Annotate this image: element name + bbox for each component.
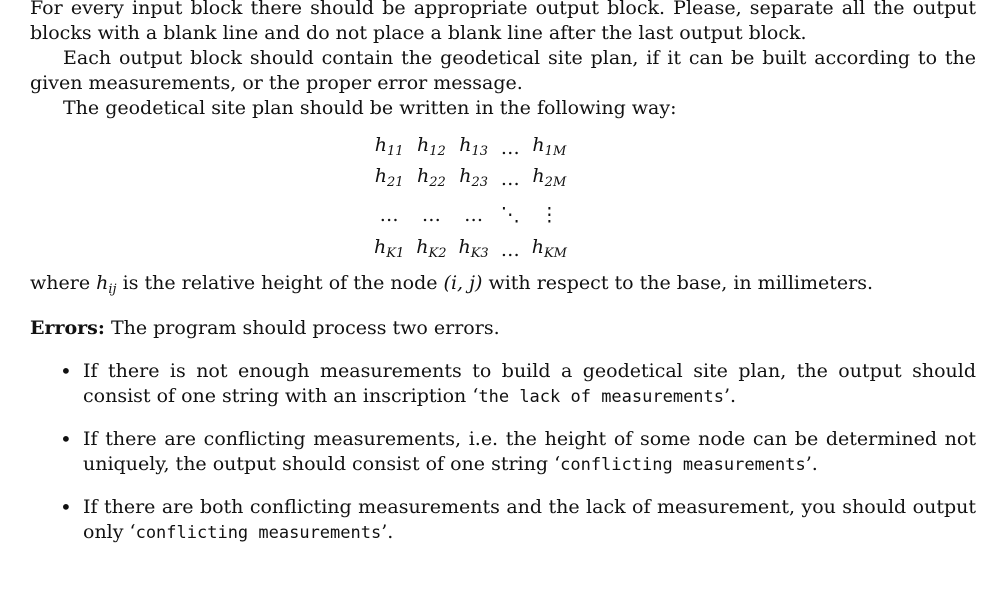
matrix-cell-ellipsis: …: [464, 203, 484, 226]
code-text: conflicting measurements: [135, 523, 382, 543]
matrix-row-dots: [368, 195, 573, 235]
error-item-lack: • If there is not enough measurements to build a geodetical site plan, the output should consist of one string with an inscription ‘the lack of measurements’.: [30, 359, 976, 410]
matrix-cell-ellipsis: …: [421, 203, 441, 226]
matrix-cell-vertical-dots: ⋮: [539, 203, 559, 226]
where-definition-line: where $h_{ij}$ is the relative height of the node (i, j) with respect to the base, in millimeters.: [30, 272, 874, 297]
matrix-cell: $h_{K2}$: [416, 236, 447, 261]
matrix-table: [368, 133, 573, 266]
matrix-cell: $h_{13}$: [459, 134, 488, 159]
matrix-cell-ellipsis: …: [500, 239, 520, 261]
matrix-cell-ellipsis: …: [500, 168, 520, 190]
errors-list: [30, 359, 976, 546]
matrix-cell: $h_{12}$: [416, 134, 446, 159]
matrix-cell-ellipsis: …: [379, 203, 399, 226]
code-text: conflicting measurements: [560, 455, 806, 475]
matrix-cell: $h_{21}$: [374, 165, 404, 190]
matrix-cell: $h_{22}$: [416, 165, 446, 190]
matrix-cell: $h_{1M}$: [532, 134, 567, 159]
matrix-row: [368, 164, 573, 195]
matrix-cell: $h_{K3}$: [458, 236, 489, 261]
matrix-cell: $h_{23}$: [459, 165, 488, 190]
error-item-both: • If there are both conflicting measurements and the lack of measurement, you should output only ‘conflicting measurements’.: [30, 495, 976, 546]
site-plan-matrix: [30, 133, 976, 271]
matrix-cell: $h_{KM}$: [531, 236, 567, 261]
errors-section: [30, 316, 976, 341]
code-text: the lack of measurements: [478, 387, 725, 407]
site-plan-format-paragraph: The geodetical site plan should be written in the following way:: [63, 97, 677, 119]
matrix-row: [368, 133, 573, 164]
output-block-paragraph: Each output block should contain the geodetical site plan, if it can be built according to the given measurements, or the proper error message.: [30, 47, 976, 94]
matrix-row: [368, 235, 573, 266]
matrix-cell: $h_{11}$: [374, 134, 404, 159]
matrix-cell-diagonal-dots: ⋱: [500, 203, 520, 226]
errors-intro: The program should process two errors.: [110, 317, 500, 339]
errors-heading: Errors:: [30, 317, 105, 339]
matrix-cell: $h_{K1}$: [374, 236, 405, 261]
matrix-cell-ellipsis: …: [500, 137, 520, 159]
matrix-cell: $h_{2M}$: [532, 165, 567, 190]
error-item-conflicting: • If there are conflicting measurements, i.e. the height of some node can be determined not uniquely, the output should consist of one string ‘conflicting measurements’.: [30, 427, 976, 478]
output-intro-paragraph: For every input block there should be appropriate output block. Please, separate all the output blocks with a blank line and do not place a blank line after the last output block.: [30, 0, 976, 44]
document-page: [30, 0, 976, 563]
